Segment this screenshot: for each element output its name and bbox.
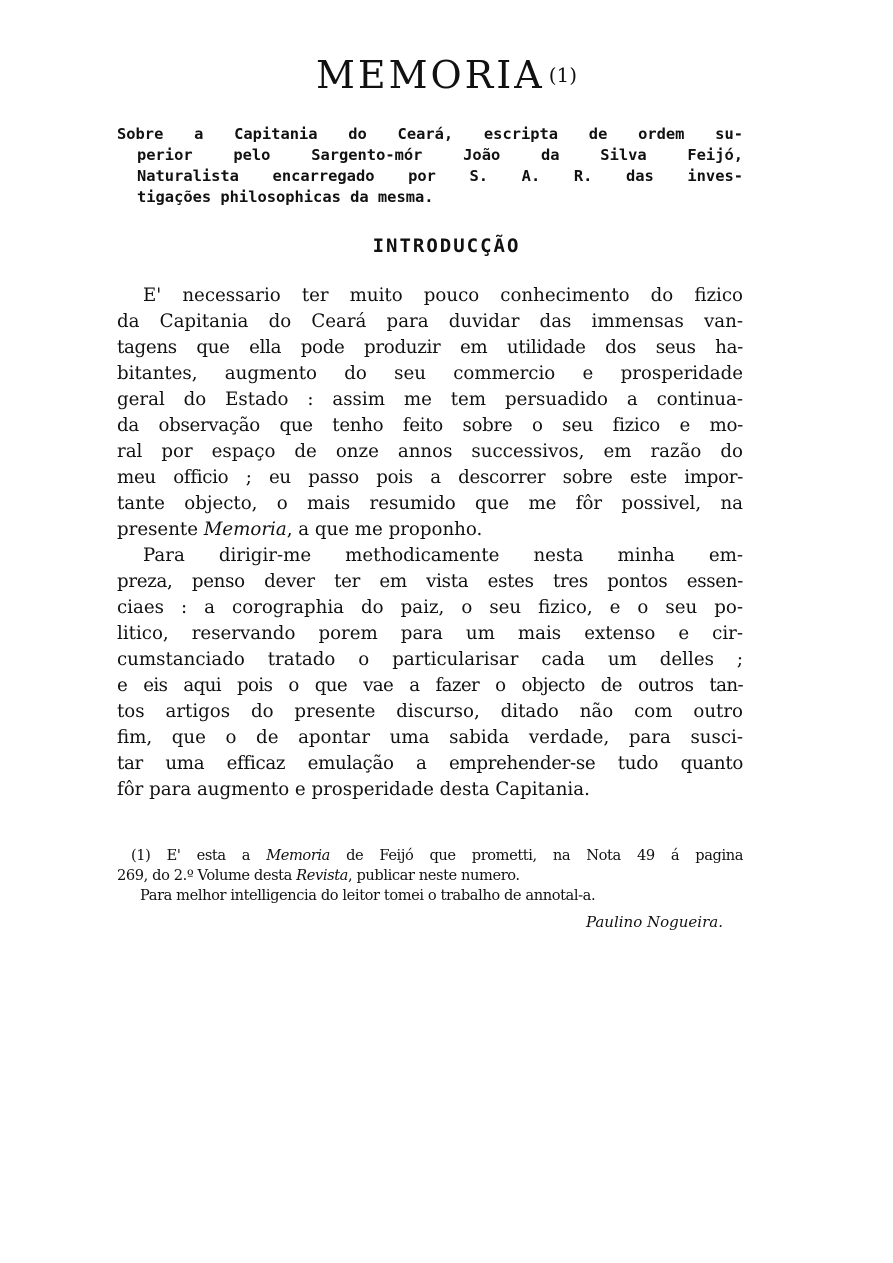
body-line: tagens que ella pode produzir em utilidade dos seus ha-	[117, 337, 743, 358]
body-line: ral por espaço de onze annos successivos, em razão do	[117, 441, 743, 462]
body-line: tar uma efficaz emulação a emprehender-se tudo quanto	[117, 753, 743, 774]
title-footnote-ref: (1)	[548, 63, 578, 87]
body-line	[117, 517, 743, 543]
body-text-run: presente	[117, 519, 204, 540]
body-line: geral do Estado : assim me tem persuadido a continua-	[117, 389, 743, 410]
body-text	[117, 283, 743, 803]
body-text-run: , a que me proponho.	[286, 519, 483, 540]
body-line: bitantes, augmento do seu commercio e prosperidade	[117, 363, 743, 384]
footnote-text-run: 269, do 2.º Volume desta	[117, 867, 297, 884]
title-text: MEMORIA	[315, 53, 545, 97]
footnote-line	[117, 866, 743, 886]
document-title	[0, 52, 893, 98]
body-line: ciaes : a corographia do paiz, o seu fizico, e o seu po-	[117, 597, 743, 618]
footnote-line: Para melhor intelligencia do leitor tomei o trabalho de annotal-a.	[140, 887, 596, 904]
italic-title-revista: Revista	[296, 867, 348, 884]
footnote-text-run: de Feijó que prometti, na Nota 49 á pagina	[329, 847, 744, 864]
body-line: fôr para augmento e prosperidade desta Capitania.	[117, 779, 590, 800]
body-line: da observação que tenho feito sobre o seu fizico e mo-	[117, 415, 743, 436]
body-line: cumstanciado tratado o particularisar cada um delles ;	[117, 649, 743, 670]
subtitle-line: tigações philosophicas da mesma.	[137, 188, 434, 206]
body-line: da Capitania do Ceará para duvidar das immensas van-	[117, 311, 743, 332]
footnote-signature: Paulino Nogueira.	[585, 913, 723, 931]
body-line: tante objecto, o mais resumido que me fôr possivel, na	[117, 493, 743, 514]
subtitle-line: Sobre a Capitania do Ceará, escripta de ordem su-	[117, 125, 743, 143]
body-line: meu officio ; eu passo pois a descorrer sobre este impor-	[117, 467, 743, 488]
italic-title-memoria: Memoria	[266, 847, 330, 864]
subtitle-line: perior pelo Sargento-mór João da Silva Feijó,	[137, 146, 743, 164]
subtitle-line: Naturalista encarregado por S. A. R. das inves-	[137, 167, 743, 185]
section-heading: INTRODUCÇÃO	[372, 235, 521, 257]
body-line: e eis aqui pois o que vae a fazer o objecto de outros tan-	[117, 675, 743, 696]
document-subtitle	[117, 124, 743, 208]
footnote-line	[117, 846, 743, 866]
body-line: Para dirigir-me methodicamente nesta minha em-	[143, 545, 743, 566]
body-line: litico, reservando porem para um mais extenso e cir-	[117, 623, 743, 644]
body-line: fim, que o de apontar uma sabida verdade, para susci-	[117, 727, 743, 748]
body-line: preza, penso dever ter em vista estes tres pontos essen-	[117, 571, 743, 592]
footnote	[117, 846, 743, 906]
footnote-text-run: (1) E' esta a	[131, 847, 267, 864]
italic-title-memoria: Memoria	[203, 519, 287, 540]
body-line: tos artigos do presente discurso, ditado não com outro	[117, 701, 743, 722]
footnote-text-run: , publicar neste numero.	[347, 867, 520, 884]
body-line: E' necessario ter muito pouco conhecimento do fizico	[143, 285, 743, 306]
